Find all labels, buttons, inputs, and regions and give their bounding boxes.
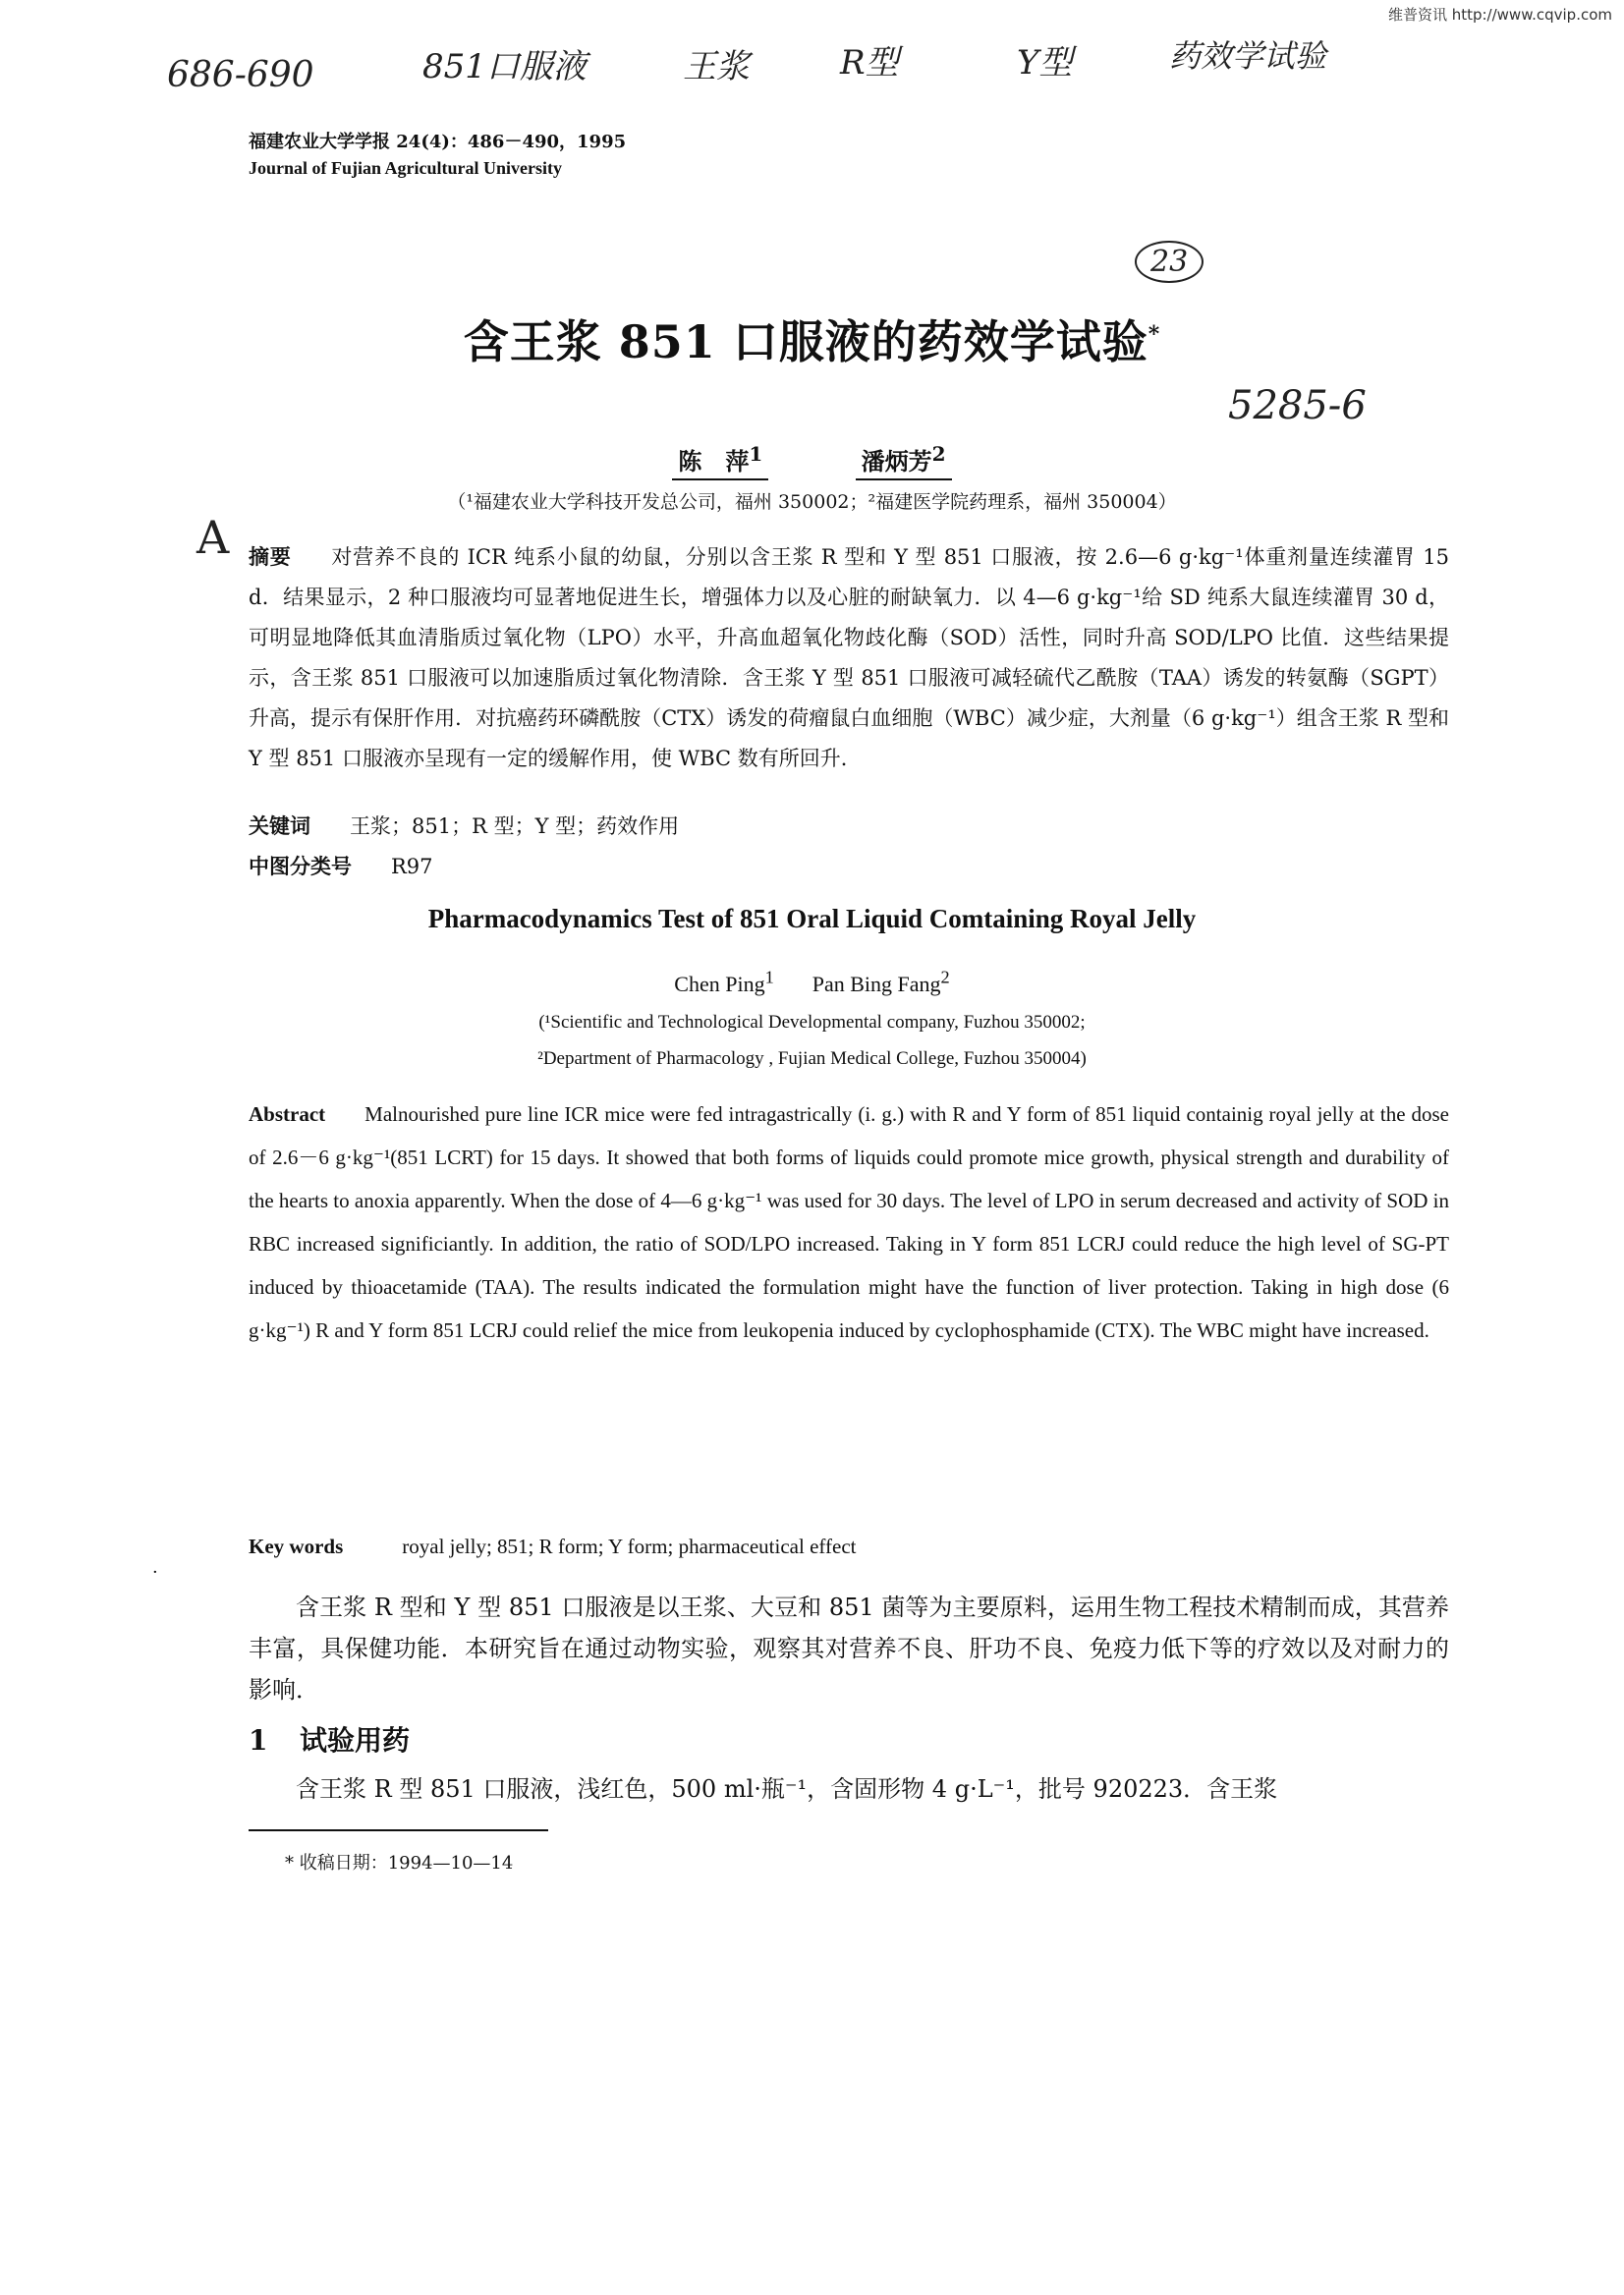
classification-label: 中图分类号 — [249, 854, 352, 878]
section-1-number: 1 — [249, 1724, 268, 1757]
keywords-en-label: Key words — [249, 1535, 344, 1558]
handwritten-margin-mark: A — [196, 511, 230, 564]
keywords-en — [249, 1525, 1449, 1568]
section-1-text: 含王浆 R 型 851 口服液，浅红色，500 ml·瓶⁻¹，含固形物 4 g·L⁻¹，批号 920223．含王浆 — [296, 1775, 1278, 1803]
handwritten-circled-number: 23 — [1135, 241, 1204, 283]
intro-paragraph: 含王浆 R 型和 Y 型 851 口服液是以王浆、大豆和 851 菌等为主要原料，运用生物工程技术精制而成，其营养丰富，具保健功能．本研究旨在通过动物实验，观察其对营养不良、肝功不良、免疫力低下等的疗效以及对耐力的影响． — [249, 1594, 1449, 1704]
keywords-cn — [249, 806, 1449, 847]
title-footnote-mark: * — [1148, 321, 1161, 348]
affiliation-en-2: ²Department of Pharmacology , Fujian Medical College, Fuzhou 350004) — [537, 1048, 1087, 1069]
journal-name-cn: 福建农业大学学报 24(4)：486－490，1995 — [249, 132, 627, 152]
handwritten-note-3: R型 — [840, 43, 899, 83]
abstract-cn-text: 对营养不良的 ICR 纯系小鼠的幼鼠，分别以含王浆 R 型和 Y 型 851 口服液，按 2.6—6 g·kg⁻¹体重剂量连续灌胃 15 d．结果显示，2 种口服液均可显著地促进生长，增强体力以及心脏的耐缺氧力．以 4—6 g·kg⁻¹给 SD 纯系大鼠连续灌胃 30 d，可明显地降低其血清脂质过氧化物（LPO）水平，升高血超氧化物歧化酶（SOD）活性，同时升高 SOD/LPO 比值．这些结果提示，含王浆 851 口服液可以加速脂质过氧化物清除．含王浆 Y 型 851 口服液可减轻硫代乙酰胺（TAA）诱发的转氨酶（SGPT）升高，提示有保肝作用．对抗癌药环磷酰胺（CTX）诱发的荷瘤鼠白血细胞（WBC）减少症，大剂量（6 g·kg⁻¹）组含王浆 R 型和 Y 型 851 口服液亦呈现有一定的缓解作用，使 WBC 数有所回升． — [249, 545, 1449, 770]
handwritten-note-1: 851口服液 — [422, 47, 587, 86]
footnote-rule — [249, 1829, 548, 1831]
paper-title — [0, 307, 1624, 371]
abstract-en-label: Abstract — [249, 1102, 326, 1126]
journal-header — [249, 130, 626, 181]
journal-name-en: Journal of Fujian Agricultural University — [249, 158, 562, 178]
stray-mark: · — [152, 1562, 158, 1583]
abstract-cn — [249, 536, 1449, 779]
paper-title-en: Pharmacodynamics Test of 851 Oral Liquid Comtaining Royal Jelly — [427, 904, 1197, 933]
keywords-en-text: royal jelly; 851; R form; Y form; pharmaceutical effect — [402, 1535, 857, 1558]
section-1-title: 试验用药 — [300, 1724, 411, 1757]
author-en-2: Pan Bing Fang$^2$ — [812, 968, 950, 997]
authors-cn — [0, 442, 1624, 480]
keywords-cn-label: 关键词 — [249, 813, 310, 838]
author-en-1: Chen Ping$^1$ — [674, 968, 774, 997]
abstract-en — [249, 1092, 1449, 1352]
watermark: 维普资讯 http://www.cqvip.com — [1387, 6, 1612, 24]
paper-title-text: 含王浆 851 口服液的药效学试验 — [463, 315, 1148, 368]
handwritten-page-range: 686-690 — [167, 55, 314, 95]
author-2: 潘炳芳$^2$ — [856, 442, 952, 480]
author-1: 陈 萍$^1$ — [672, 442, 768, 480]
handwritten-annotations — [147, 28, 1405, 106]
handwritten-code: 5285-6 — [1228, 383, 1367, 428]
affiliation-cn: （¹福建农业大学科技开发总公司，福州 350002；²福建医学院药理系，福州 350004） — [447, 491, 1177, 513]
handwritten-note-4: Y型 — [1017, 43, 1073, 83]
handwritten-note-5: 药效学试验 — [1169, 37, 1327, 75]
classification-text: R97 — [391, 855, 433, 878]
abstract-cn-label: 摘要 — [249, 544, 292, 569]
footnote: * 收稿日期：1994—10—14 — [285, 1853, 514, 1874]
handwritten-note-2: 王浆 — [683, 47, 750, 86]
affiliation-en-1: (¹Scientific and Technological Developmental company, Fuzhou 350002; — [538, 1012, 1086, 1033]
authors-en — [0, 968, 1624, 997]
keywords-cn-text: 王浆；851；R 型；Y 型；药效作用 — [350, 814, 680, 838]
abstract-en-text: Malnourished pure line ICR mice were fed intragastrically (i. g.) with R and Y form of 851 liquid containig royal jelly at the dose of 2.6－6 g·kg⁻¹(851 LCRT) for 15 days. It showed that both forms of liquids could promote mice growth, physical strength and durability of the hearts to anoxia apparently. When the dose of 4—6 g·kg⁻¹ was used for 30 days. The level of LPO in serum decreased and activity of SOD in RBC increased significiantly. In addition, the ratio of SOD/LPO increased. Taking in Y form 851 LCRJ could reduce the high level of SG-PT induced by thioacetamide (TAA). The results indicated the formulation might have the function of liver protection. Taking in high dose (6 g·kg⁻¹) R and Y form 851 LCRJ could relief the mice from leukopenia induced by cyclophosphamide (CTX). The WBC might have increased. — [249, 1102, 1449, 1342]
classification — [249, 846, 1449, 887]
section-1-heading — [249, 1719, 410, 1759]
